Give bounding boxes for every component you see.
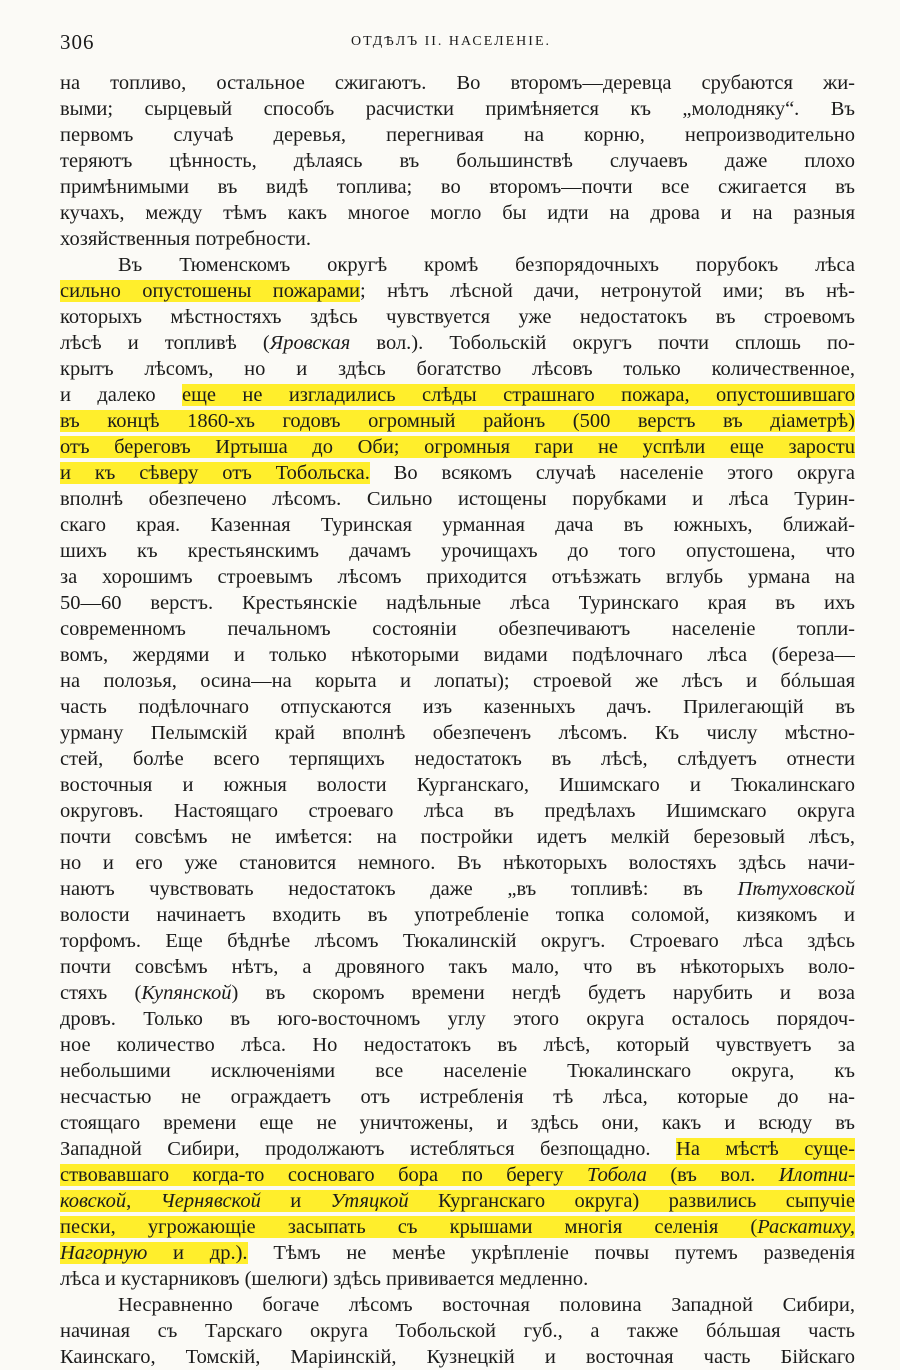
text-span: пески, угрожающіе засыпать съ крышами многія селенія (	[60, 1216, 758, 1238]
text-line: ное количество лѣса. Но недостатокъ въ лѣсѣ, который чувствуетъ за	[60, 1034, 855, 1056]
italic-place-name: Нагорную	[60, 1242, 148, 1264]
text-span: ) въ скоромъ времени негдѣ будетъ нарубить и воза	[231, 982, 855, 1004]
text-line: хозяйственныя потребности.	[60, 228, 312, 250]
text-span: и др.).	[147, 1242, 248, 1264]
text-line	[60, 434, 855, 460]
text-line: теряютъ цѣнность, дѣлаясь въ большинствѣ случаевъ даже плохо	[60, 150, 855, 172]
text-line	[60, 1136, 855, 1162]
text-line: крытъ лѣсомъ, но и здѣсь богатство лѣсовъ только количественное,	[60, 358, 855, 380]
text-line: на полозья, осина—на корыта и лопаты); строевой же лѣсъ и бóльшая	[60, 670, 855, 692]
text-line: современномъ печальномъ состояніи обезпечиваютъ населеніе топли-	[60, 618, 855, 640]
highlighted-text: и къ сѣверу отъ Тобольска.	[60, 462, 370, 484]
highlighted-text: въ концѣ 1860-хъ годовъ огромный районъ (500 верстъ въ діаметрѣ)	[60, 410, 855, 432]
text-span: стяхъ (	[60, 982, 142, 1004]
text-span: ствовавшаго когда-то сосноваго бора по берегу	[60, 1164, 587, 1186]
text-span: Тѣмъ не менѣе укрѣпленіе почвы путемъ разведенія	[247, 1242, 855, 1264]
text-line	[60, 1162, 855, 1188]
italic-place-name: Тобола	[587, 1164, 647, 1186]
page-header	[60, 30, 842, 60]
italic-place-name: Пѣтуховской	[737, 878, 855, 900]
text-line: стей, болѣе всего терпящихъ недостатокъ въ лѣсѣ, слѣдуетъ отнести	[60, 748, 855, 770]
text-line: на топливо, остальное сжигаютъ. Во второмъ—деревца срубаются жи-	[60, 72, 855, 94]
italic-place-name: Утяцкой	[330, 1190, 409, 1212]
paragraph-start-line: Несравненно богаче лѣсомъ восточная половина Западной Сибири,	[118, 1294, 855, 1316]
text-span: Во всякомъ случаѣ населеніе этого округа	[369, 462, 855, 484]
highlighted-text: сильно опустошены пожарами	[60, 280, 361, 302]
text-line: которыхъ мѣстностяхъ здѣсь чувствуется уже недостатокъ въ строевомъ	[60, 306, 855, 328]
text-line: скаго края. Казенная Туринская урманная дача въ южныхъ, ближай-	[60, 514, 855, 536]
paragraph-start-line: Въ Тюменскомъ округѣ кромѣ безпорядочныхъ порубокъ лѣса	[118, 254, 855, 276]
text-line	[60, 1214, 855, 1240]
text-line: вомъ, жердями и только нѣкоторыми видами подѣлочнаго лѣса (береза—	[60, 644, 855, 666]
text-span: и далеко	[60, 384, 182, 406]
highlighted-text	[60, 1216, 855, 1238]
text-line: лѣса и кустарниковъ (шелюги) здѣсь прививается медленно.	[60, 1268, 589, 1290]
text-line: восточныя и южныя волости Курганскаго, Ишимскаго и Тюкалинскаго	[60, 774, 855, 796]
text-line: дровъ. Только въ юго-восточномъ углу этого округа осталось порядоч-	[60, 1008, 855, 1030]
highlighted-text: отъ береговъ Иртыша до Оби; огромныя гари не успѣли еще заростu	[60, 436, 855, 458]
body-text	[60, 70, 855, 1370]
text-line	[60, 408, 855, 434]
text-span: и	[260, 1190, 331, 1212]
text-line: вполнѣ обезпечено лѣсомъ. Сильно истощены порубками и лѣса Турин-	[60, 488, 855, 510]
text-line: шихъ къ крестьянскимъ дачамъ урочищахъ до того опустошена, что	[60, 540, 855, 562]
italic-place-name: Яровская	[269, 332, 351, 354]
text-line: урману Пелымскій край вполнѣ обезпеченъ лѣсомъ. Къ числу мѣстно-	[60, 722, 855, 744]
text-line: первомъ случаѣ деревья, перегнивая на корню, непроизводительно	[60, 124, 855, 146]
text-line: Каинскаго, Томскій, Маріинскій, Кузнецкій и восточная часть Бійскаго	[60, 1346, 855, 1368]
text-span: лѣсѣ и топливѣ (	[60, 332, 270, 354]
text-span: вол.). Тобольскій округъ почти сплошь по-	[350, 332, 855, 354]
text-line	[60, 980, 855, 1006]
text-line	[60, 278, 855, 304]
text-line	[60, 460, 855, 486]
highlighted-text: еще не изгладились слѣды страшнаго пожара, опустошившаго	[181, 384, 855, 406]
text-line: кучахъ, между тѣмъ какъ многое могло бы идти на дрова и на разныя	[60, 202, 855, 224]
text-line: примѣнимыми въ видѣ топлива; во второмъ—почти все сжигается въ	[60, 176, 855, 198]
running-title: ОТДѢЛЪ II. НАСЕЛЕНІЕ.	[350, 34, 552, 49]
text-line: почти совсѣмъ не имѣется: на постройки идетъ мелкій березовый лѣсъ,	[60, 826, 855, 848]
text-line: за хорошимъ строевымъ лѣсомъ приходится отъѣзжать вглубь урмана на	[60, 566, 855, 588]
text-line: несчастью не ограждаетъ отъ истребленія тѣ лѣса, которые до на-	[60, 1086, 855, 1108]
highlighted-text	[60, 1242, 248, 1264]
text-line: часть подѣлочнаго отпускаются изъ казенныхъ дачъ. Прилегающій въ	[60, 696, 855, 718]
highlighted-text: На мѣстѣ суще-	[676, 1138, 855, 1160]
text-line: небольшими исключеніями все населеніе Тюкалинскаго округа, къ	[60, 1060, 855, 1082]
text-line: почти совсѣмъ нѣтъ, а дровяного такъ мало, что въ нѣкоторыхъ воло-	[60, 956, 855, 978]
italic-place-name: ковской	[60, 1190, 127, 1212]
text-line: стоящаго времени еще не уничтожены, и здѣсь они, какъ и всюду въ	[60, 1112, 855, 1134]
text-line	[60, 1240, 855, 1266]
text-line	[60, 1188, 855, 1214]
italic-place-name: Раскатиху,	[757, 1216, 855, 1238]
text-span: Западной Сибири, продолжаютъ истебляться безпощадно.	[60, 1138, 677, 1160]
text-span: (въ вол.	[646, 1164, 779, 1186]
highlighted-text	[60, 1164, 855, 1186]
italic-place-name: Чернявской	[160, 1190, 261, 1212]
text-line: но и его уже становится немного. Въ нѣкоторыхъ волостяхъ здѣсь начи-	[60, 852, 855, 874]
text-span: наютъ чувствовать недостатокъ даже „въ топливѣ: въ	[60, 878, 738, 900]
text-line: волости начинаетъ входить въ употребленіе топка соломой, кизякомъ и	[60, 904, 855, 926]
text-line: торфомъ. Еще бѣднѣе лѣсомъ Тюкалинскій округъ. Строеваго лѣса здѣсь	[60, 930, 855, 952]
text-line: начиная съ Тарскаго округа Тобольской губ., а также бóльшая часть	[60, 1320, 855, 1342]
text-line: 50—60 верстъ. Крестьянскіе надѣльные лѣса Туринскаго края въ ихъ	[60, 592, 855, 614]
text-line: выми; сырцевый способъ расчистки примѣняется къ „молодняку“. Въ	[60, 98, 855, 120]
italic-place-name: Купянской	[141, 982, 232, 1004]
text-line	[60, 330, 855, 356]
text-span: ; нѣтъ лѣсной дачи, нетронутой ими; въ нѣ-	[360, 280, 855, 302]
italic-place-name: Илотни-	[778, 1164, 855, 1186]
text-span: ,	[126, 1190, 161, 1212]
page-number: 306	[60, 30, 95, 54]
text-line: округовъ. Настоящаго строеваго лѣса въ предѣлахъ Ишимскаго округа	[60, 800, 855, 822]
text-line	[60, 876, 855, 902]
text-span: Курганскаго округа) развились сыпучіе	[408, 1190, 855, 1212]
text-line	[60, 382, 855, 408]
highlighted-text	[60, 1190, 855, 1212]
